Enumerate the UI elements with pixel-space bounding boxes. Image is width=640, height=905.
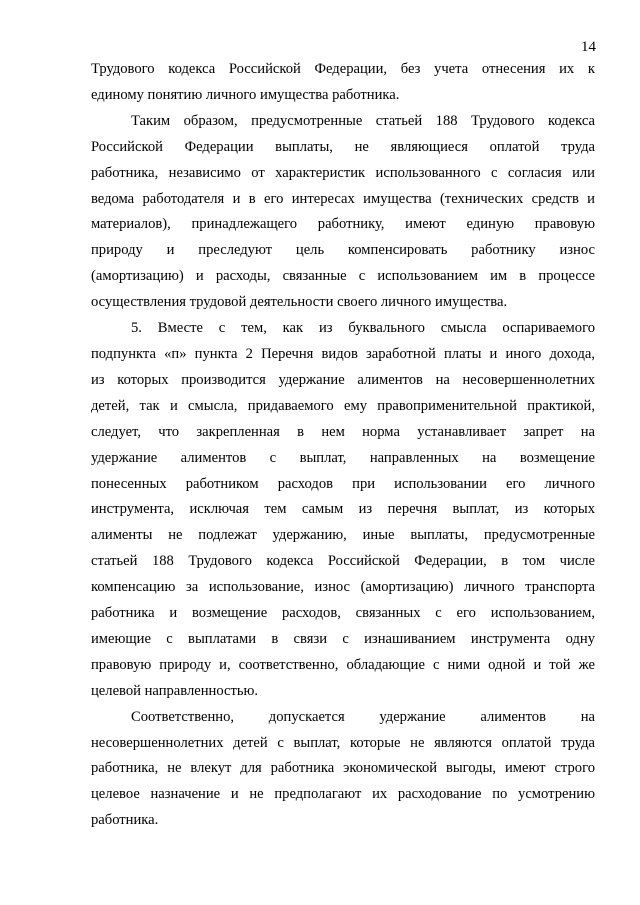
- text-line: материалов), принадлежащего работнику, имеют единую правовую: [91, 216, 595, 233]
- paragraph: [91, 705, 595, 835]
- text-line: подпункта «п» пункта 2 Перечня видов заработной платы и иного дохода,: [91, 345, 595, 362]
- text-line: имеющие с выплатами в связи с изнашиванием инструмента одну: [91, 630, 595, 647]
- text-line: (амортизацию) и расходы, связанные с использованием им в процессе: [91, 268, 595, 285]
- text-line: Трудового кодекса Российской Федерации, без учета отнесения их к: [91, 61, 595, 77]
- text-line: из которых производится удержание алиментов на несовершеннолетних: [91, 371, 595, 388]
- text-line: целевой направленностью.: [91, 682, 259, 699]
- text-line: природу и преследуют цель компенсировать работнику износ: [91, 242, 595, 259]
- text-line: работника, независимо от характеристик использованного с согласия или: [91, 164, 595, 181]
- paragraph: [91, 109, 595, 316]
- document-body: [91, 57, 595, 834]
- text-line: Соответственно, допускается удержание алиментов на: [131, 708, 595, 725]
- text-line: инструмента, исключая тем самым из перечня выплат, из которых: [91, 501, 595, 518]
- text-line: алименты не подлежат удержанию, иные выплаты, предусмотренные: [91, 527, 595, 544]
- text-line: 5. Вместе с тем, как из буквального смысла оспариваемого: [131, 320, 595, 337]
- text-line: детей, так и смысла, придаваемого ему правоприменительной практикой,: [91, 397, 595, 414]
- text-line: работника и возмещение расходов, связанных с его использованием,: [91, 605, 595, 622]
- text-line: осуществления трудовой деятельности своего личного имущества.: [91, 294, 508, 311]
- text-line: статьей 188 Трудового кодекса Российской Федерации, в том числе: [91, 553, 595, 570]
- paragraph: [91, 57, 595, 109]
- text-line: целевое назначение и не предполагают их расходование по усмотрению: [91, 786, 595, 803]
- text-line: удержание алиментов с выплат, направленных на возмещение: [91, 449, 595, 466]
- text-line: Таким образом, предусмотренные статьей 188 Трудового кодекса: [131, 112, 595, 129]
- text-line: ведома работодателя и в его интересах имущества (технических средств и: [91, 190, 595, 207]
- text-line: несовершеннолетних детей с выплат, которые не являются оплатой труда: [91, 734, 595, 751]
- text-line: Российской Федерации выплаты, не являющиеся оплатой труда: [91, 138, 595, 155]
- text-line: единому понятию личного имущества работника.: [91, 86, 400, 103]
- text-line: работника, не влекут для работника экономической выгоды, имеют строго: [91, 760, 595, 777]
- text-line: правовую природу и, соответственно, обладающие с ними одной и той же: [91, 656, 595, 673]
- text-line: работника.: [91, 812, 159, 829]
- text-line: следует, что закрепленная в нем норма устанавливает запрет на: [91, 423, 595, 440]
- paragraph: [91, 316, 595, 705]
- text-line: компенсацию за использование, износ (амортизацию) личного транспорта: [91, 579, 595, 596]
- page-number: 14: [581, 39, 596, 55]
- text-line: понесенных работником расходов при использовании его личного: [91, 475, 595, 492]
